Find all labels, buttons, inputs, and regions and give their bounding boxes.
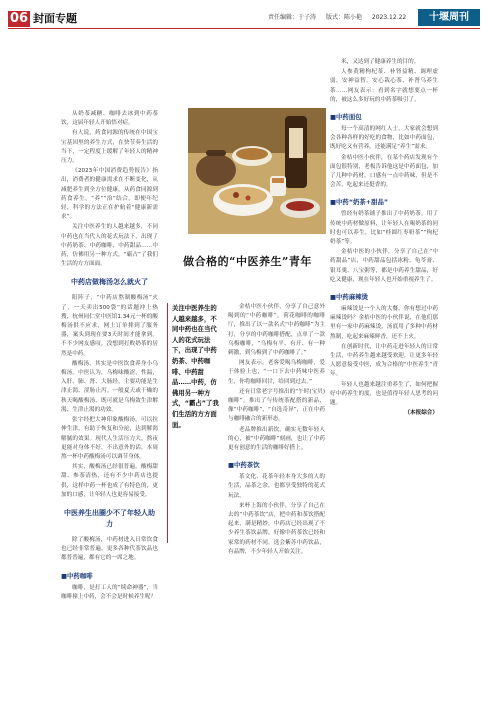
editor-credit: 责任编辑：于子涛 (268, 14, 317, 21)
article-column-4 (330, 58, 438, 698)
article-column-1 (61, 110, 158, 696)
paragraph: 人参黄精枸杞茶、补肾益精、调理虚弱、安神益智，安心栽心茶、补肾乌养生茶……网友表示：看到名字就想要点一杯的，被这么多好玩的中药茶吸引了。 (330, 69, 438, 103)
paragraph: 关注中医养生的人越来越多，不同中药也在当代人的花式玩法下，出现了中药奶茶、中药咖啡、中药甜品……中药，仿佛用另一种方式，“霸占”了我们生活的方方面面。 (61, 224, 158, 268)
paragraph: 茶文化、花茶年轻本身大多的人的生活，品茶之余，也都享受独特的花式玩法。 (228, 474, 325, 499)
paragraph: 来杯上海的小伙伴，分享了自己在去的“中药茶饮”店，把中药和茶饮搭配起来，满是精妙，中药店已经出现了不少养生茶饮品牌，好像中药茶饮已经和家常的药材不同，选会紫苏中药饮品，有品牌，不少年轻人开始关注。 (228, 502, 325, 555)
paragraph: 张宇经把大神印象酸梅汤，可以拉伸生津，有助于恢复和分泌，达到解渴解腻的效果。现代人生活压力大，熬夜更能对身体不好，不出意外的话，本周熬一杯中药酸梅汤可以调节身体。 (61, 417, 158, 460)
designer-credit: 版式：陈小艳 (325, 14, 362, 21)
section-title: 封面专题 (33, 12, 77, 25)
subsection-heading: ■中药麻辣烫 (330, 293, 368, 302)
paragraph: 网友表示，老客爱喝乌梅咖啡，爱于体验上也，“一口下去中药味中医养生，你将咖啡回甘，给回到过去。” (228, 360, 325, 385)
paragraph: 金桔中医小伙伴，分享了自己意外喝到的“中药咖啡”。荷花咖啡的咖啡厅，推出了以一款名式“中药咖啡”为主打，分享的中药咖啡搭配，点单了一款乌梅咖啡，“乌梅有平、有开、有一种刺激，到乌梅到了中药咖啡了。” (228, 304, 325, 357)
subsection-heading: ■中药咖啡 (61, 571, 93, 580)
paragraph: 每一个高清的网红人士，大家就会想到会各种各样的好吃的食物，比如中药面包，既好吃又有营养，还能满足“养生”需求。 (330, 126, 438, 151)
paragraph: 金桔中医的小伙伴，分享了自己在“中药甜品”店，中药甜品包括冰粉、龟苓膏、银耳羹、八宝粥等，都是中药养生甜品，好吃又健康，现在年轻人也开始重视养生了。 (330, 249, 438, 283)
paragraph: 有人说，药食同源的传统在中国宝宝基因里的养生方式，在快节奏生活的当下，一定程度上缓解了年轻人的精神压力。 (61, 130, 158, 165)
photo-illustration (188, 108, 326, 234)
paragraph: 其实，酸梅汤已经很普遍，酸梅甜甜、参茶清热，还有不少中药店也提供，这样中药一杯也成了有特色的，更加的口感，让年轻人也更容易接受。 (61, 464, 158, 498)
subheading: 中医养生出圈少不了年轻人助力 (64, 508, 155, 528)
paragraph: 曾经有奶茶铺子推出了中药奶茶，用了传统中药材做原料，让年轻人在喝奶茶的同时也可以养生，比如“桂圆红枣奶茶”“枸杞奶茶”等。 (330, 211, 438, 246)
paragraph: 米，又达到了健康养生的目的。 (341, 59, 420, 65)
credits-line (268, 13, 414, 23)
subsection-heading: ■中药面包 (330, 113, 362, 122)
page-header (0, 0, 488, 30)
page-number: 06 (9, 11, 29, 26)
paragraph: 咖啡，是打工人的“续命神器”，当咖啡撞上中药，会不会是时候养生呢？ (61, 584, 158, 600)
paragraph: 《2023年中国消费趋势报告》指出，消费者的健康需求在不断变化，从减肥养生到全方位健康，从药食同源到药食养生，“养”“治”结合，即便年纪轻，科学的方法正在护航着“健康新需求”。 (61, 168, 158, 221)
article-headline: 做合格的“中医养生”青年 (183, 255, 312, 268)
article-column-3 (228, 303, 325, 695)
paragraph: 年轻人也越来越注重养生了，如何把握好中药养生的度，也是值得年轻人思考的问题。 (330, 381, 438, 407)
pull-quote: 关注中医养生的人越来越多，不同中药也在当代人的花式玩法下，出现了中药奶茶、中药咖啡、中药甜品……中药，仿佛用另一种方式，“霸占”了我们生活的方方面面。 (167, 303, 222, 543)
source-note: （本报综合） (404, 410, 438, 417)
paragraph: 酸梅汤，其实是中医饮食养身小乌梅汤。中医认为，乌梅味酸涩，性温，入肝、肺、肾、大肠经，主要功能是生津止渴、涩肠止泻。一般夏天或干燥的秋天喝酸梅汤，既可就是乌梅敛生津解渴、生津止渴的功效。 (61, 360, 158, 413)
paragraph: 除了酸梅汤，中药材进入日常饮食也已经非常普遍。更多各种代茶饮品也都普普遍，都有它的一席之地。 (61, 536, 158, 562)
paragraph: 麻辣烫是一个人的大餐，你有想过中药麻辣烫吗？金桔中医的小伙伴说，在他们那里有一家中药麻辣烫，汤底用了多种中药材熬制，吃起来麻辣鲜香，还不上火。 (330, 306, 438, 340)
subsection-heading: ■中药“奶茶+甜品” (330, 198, 389, 207)
paragraph: 从奶茶减糖、咖啡去冰到中药茶饮，这届年轻人开始悟对症。 (61, 111, 158, 127)
paragraph: 金桔中医小伙伴，在某个药店发现有个面包很特别，老板告诉他这是中药面包，加了几种中药材，口感有一点中药味，但是不会苦，吃起来还挺香的。 (330, 154, 438, 189)
header-rule (8, 28, 480, 29)
issue-date: 2023.12.22 (371, 14, 407, 21)
paragraph: 还有日常老字号推出的“午时(宝贝)咖啡”，推出了与传统茶配搭的新品，像“中药咖啡”，“自选奇异”，正在中药与咖啡融合的新形态。 (228, 388, 325, 423)
herbal-drinks-photo (188, 108, 326, 234)
subsection-heading: ■中药茶饮 (228, 461, 260, 470)
paragraph: 阳阵子，“中药店熬制酸梅汤”火了，一天卖出500袋”的话题冲上热搜，杭州同仁堂中医馆1.34元一杯的酸梅汤供不应求，网上订单排到了服务器，案头到现在要3天时间才能拿到。不不少网友感叹，没想到打败奶茶的居然是中药。 (61, 295, 158, 357)
subheading: 中药店做梅汤怎么就火了 (71, 278, 148, 287)
paragraph: 在创新时代，让中药走进年轻人的日常生活，中药养生越来越受欢迎，让更多年轻人愿意接受中医，成为合格的“中医养生”青年。 (330, 343, 438, 378)
paragraph: 老品牌推出新饮，确实无数年轻人的心，被“中药咖啡”刻画，也让了中药更有创意的生活的咖啡好搭上。 (228, 426, 325, 452)
newspaper-brand: 十堰周刊 (418, 9, 480, 26)
